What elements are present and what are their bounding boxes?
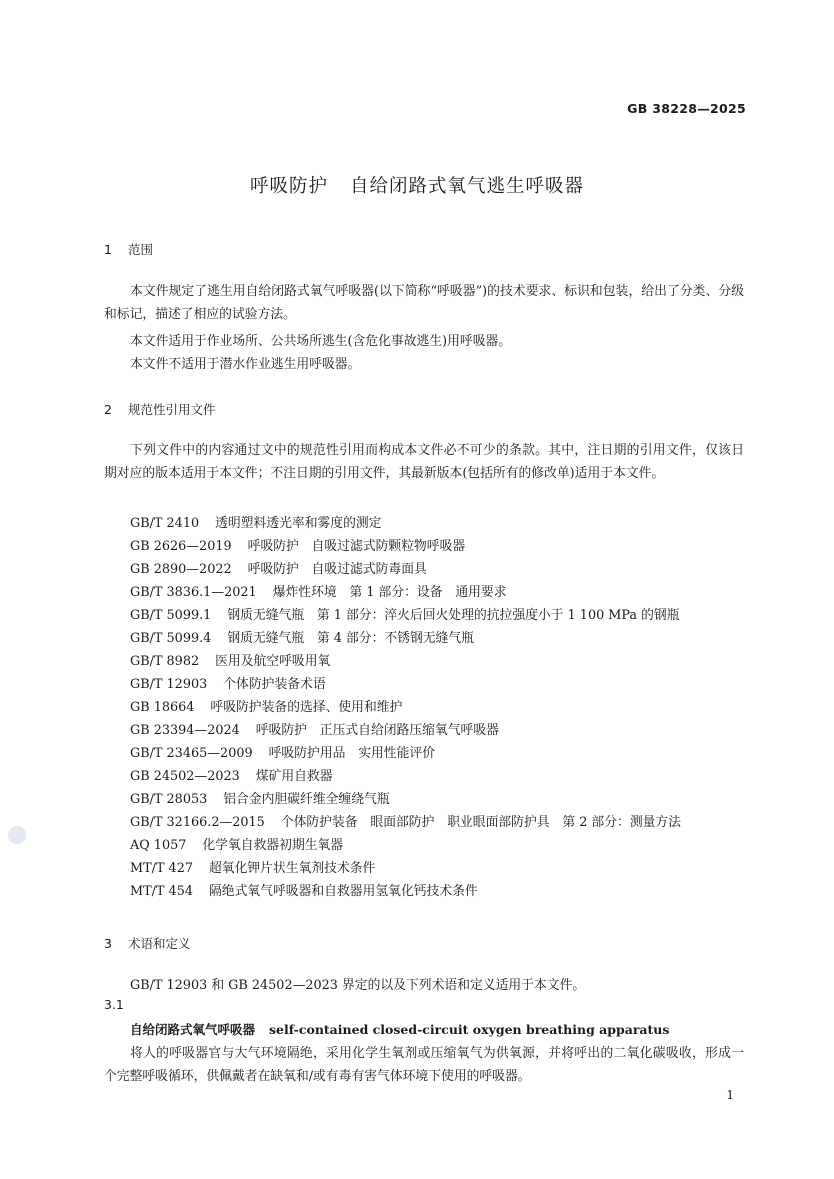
section-number: 3 — [104, 936, 112, 951]
reference-code: MT/T 454 — [130, 884, 193, 899]
reference-code: GB/T 28053 — [130, 792, 208, 807]
reference-title: 呼吸防护 自吸过滤式防颗粒物呼吸器 — [247, 539, 466, 554]
reference-code: GB 23394—2024 — [130, 723, 240, 738]
reference-title: 化学氧自救器初期生氧器 — [202, 838, 344, 853]
reference-item — [130, 834, 343, 853]
section-1-heading — [104, 240, 153, 258]
reference-item — [130, 857, 375, 876]
reference-code: GB 2890—2022 — [130, 562, 232, 577]
references-intro: 下列文件中的内容通过文中的规范性引用而构成本文件必不可少的条款。其中，注日期的引用文件，仅该日期对应的版本适用于本文件；不注日期的引用文件，其最新版本(包括所有的修改单)适用于本文件。 — [104, 443, 744, 481]
reference-item — [130, 604, 680, 623]
reference-item — [130, 673, 326, 692]
reference-item — [130, 558, 427, 577]
margin-stamp-mark — [8, 826, 26, 844]
reference-title: 呼吸防护装备的选择、使用和维护 — [210, 700, 403, 715]
section-number: 1 — [104, 242, 112, 257]
reference-item — [130, 788, 390, 807]
reference-code: GB/T 12903 — [130, 677, 208, 692]
reference-item — [130, 719, 499, 738]
terms-intro: GB/T 12903 和 GB 24502—2023 界定的以及下列术语和定义适用于本文件。 — [130, 978, 586, 993]
reference-title: 呼吸防护 正压式自给闭路压缩氧气呼吸器 — [255, 723, 499, 738]
reference-title: 医用及航空呼吸用氧 — [215, 654, 331, 669]
reference-title: 个体防护装备 眼面部防护 职业眼面部防护具 第 2 部分：测量方法 — [280, 815, 682, 830]
section-title: 规范性引用文件 — [128, 402, 216, 417]
clause-number: 3.1 — [104, 997, 124, 1012]
reference-item — [130, 512, 381, 531]
reference-item — [130, 627, 474, 646]
reference-title: 超氧化钾片状生氧剂技术条件 — [208, 861, 376, 876]
section-title: 范围 — [128, 242, 154, 257]
term-heading — [130, 1020, 669, 1038]
reference-code: GB/T 23465—2009 — [130, 746, 253, 761]
reference-item — [130, 696, 402, 715]
term-chinese: 自给闭路式氧气呼吸器 — [130, 1022, 256, 1037]
reference-title: 钢质无缝气瓶 第 1 部分：淬火后回火处理的抗拉强度小于 1 100 MPa 的钢瓶 — [227, 608, 680, 623]
scope-paragraph-2: 本文件适用于作业场所、公共场所逃生(含危化事故逃生)用呼吸器。 — [130, 334, 512, 349]
reference-item — [130, 765, 333, 784]
term-definition: 将人的呼吸器官与大气环境隔绝，采用化学生氧剂或压缩氧气为供氧源，并将呼出的二氧化碳吸收，形成一个完整呼吸循环，供佩戴者在缺氧和/或有毒有害气体环境下使用的呼吸器。 — [104, 1046, 744, 1084]
page-number: 1 — [726, 1088, 734, 1102]
reference-code: GB/T 2410 — [130, 516, 200, 531]
reference-title: 呼吸防护 自吸过滤式防毒面具 — [247, 562, 427, 577]
reference-item — [130, 650, 330, 669]
reference-code: GB/T 3836.1—2021 — [130, 585, 257, 600]
reference-item — [130, 880, 478, 899]
reference-code: AQ 1057 — [130, 838, 187, 853]
reference-title: 爆炸性环境 第 1 部分：设备 通用要求 — [272, 585, 507, 600]
reference-code: MT/T 427 — [130, 861, 193, 876]
reference-code: GB/T 5099.4 — [130, 631, 212, 646]
document-title — [0, 172, 834, 198]
reference-title: 隔绝式氧气呼吸器和自救器用氢氧化钙技术条件 — [208, 884, 478, 899]
reference-item — [130, 811, 681, 830]
document-number: GB 38228—2025 — [627, 101, 746, 116]
reference-code: GB/T 8982 — [130, 654, 200, 669]
reference-title: 钢质无缝气瓶 第 4 部分：不锈钢无缝气瓶 — [227, 631, 474, 646]
title-part-2: 自给闭路式氧气逃生呼吸器 — [350, 176, 585, 197]
reference-code: GB 18664 — [130, 700, 195, 715]
reference-code: GB/T 32166.2—2015 — [130, 815, 265, 830]
section-title: 术语和定义 — [128, 936, 191, 951]
scope-paragraph-1: 本文件规定了逃生用自给闭路式氧气呼吸器(以下简称“呼吸器”)的技术要求、标识和包装，给出了分类、分级和标记，描述了相应的试验方法。 — [104, 284, 744, 322]
reference-item — [130, 581, 507, 600]
reference-item — [130, 535, 465, 554]
title-part-1: 呼吸防护 — [249, 176, 328, 197]
term-english: self-contained closed-circuit oxygen breathing apparatus — [269, 1022, 670, 1037]
reference-code: GB 2626—2019 — [130, 539, 232, 554]
scope-paragraph-3: 本文件不适用于潜水作业逃生用呼吸器。 — [130, 357, 361, 372]
reference-title: 呼吸防护用品 实用性能评价 — [268, 746, 435, 761]
reference-item — [130, 742, 435, 761]
reference-title: 铝合金内胆碳纤维全缠绕气瓶 — [223, 792, 390, 807]
reference-code: GB/T 5099.1 — [130, 608, 212, 623]
section-3-heading — [104, 934, 191, 952]
reference-title: 个体防护装备术语 — [223, 677, 326, 692]
section-number: 2 — [104, 402, 112, 417]
reference-title: 透明塑料透光率和雾度的测定 — [215, 516, 382, 531]
reference-code: GB 24502—2023 — [130, 769, 240, 784]
reference-title: 煤矿用自救器 — [255, 769, 333, 784]
section-2-heading — [104, 400, 216, 418]
